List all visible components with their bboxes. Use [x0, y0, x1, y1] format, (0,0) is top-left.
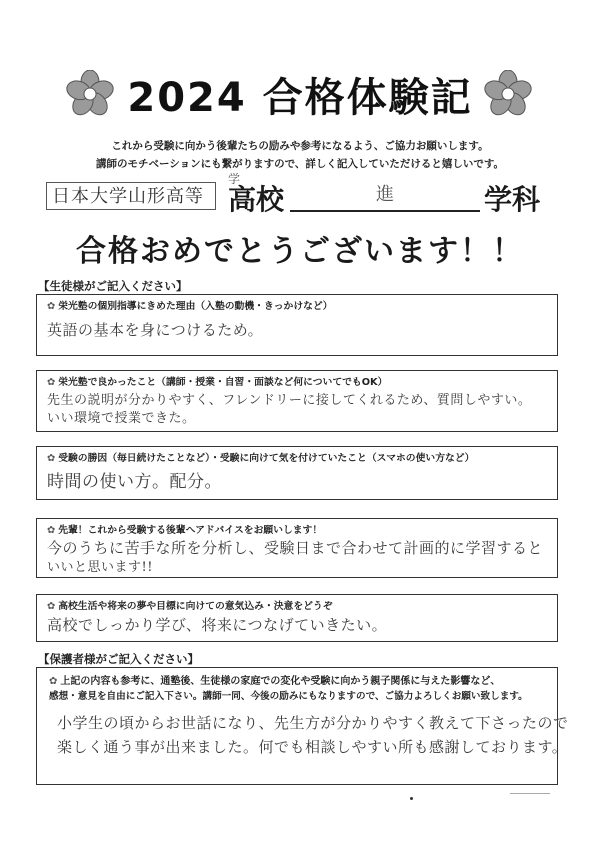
star-icon: ✿	[47, 453, 56, 464]
answer-line: 先生の説明が分かりやすく、フレンドリーに接してくれるため、質問しやすい。	[47, 393, 532, 408]
answer-line: いいと思います!!	[47, 560, 153, 575]
page-title: 2024 合格体験記	[127, 75, 473, 121]
question-text: ✿ 受験の勝因（毎日続けたことなど）・受験に向けて気を付けていたこと（スマホの使い方など）	[47, 453, 475, 464]
question-text: ✿ 栄光塾の個別指導にきめた理由（入塾の動機・きっかけなど）	[47, 301, 333, 312]
parent-comment-box	[36, 667, 569, 785]
question-text: ✿ 高校生活や将来の夢や目標に向けての意気込み・決意をどうぞ	[47, 601, 333, 612]
question-text: ✿ 上記の内容も参考に、通塾後、生徒様の家庭での変化や受験に向かう親子関係に与えた影響など、	[49, 676, 501, 687]
question-box-aspirations	[36, 594, 558, 642]
question-box-advice	[36, 518, 558, 578]
stray-stroke	[510, 793, 550, 794]
answer-line: 今のうちに苦手な所を分析し、受験日まで合わせて計画的に学習すると	[47, 539, 544, 557]
question-text: ✿ 栄光塾で良かったこと（講師・授業・自習・面談など何についてでもOK）	[47, 377, 388, 388]
answer-line: いい環境で授業できた。	[47, 411, 196, 426]
star-icon: ✿	[47, 377, 56, 388]
answer-line: 高校でしっかり学び、将来につなげていきたい。	[47, 616, 388, 634]
student-section-heading: 【生徒様がご記入ください】	[38, 279, 188, 293]
answer-line: 小学生の頃からお世話になり、先生方が分かりやすく教えて下さったので	[57, 714, 569, 732]
course-handwritten: 進	[376, 184, 394, 205]
course-underline	[290, 210, 480, 212]
stray-mark	[410, 797, 413, 800]
answer-line: 楽しく通う事が出来ました。何でも相談しやすい所も感謝しております。	[57, 738, 568, 756]
question-text-continued: 感想・意見を自由にご記入下さい。講師一同、今後の励みにもなりますので、ご協力よろしくお願い致します。	[49, 691, 528, 702]
department-label: 学科	[484, 183, 541, 216]
school-label: 高校	[228, 183, 285, 216]
question-text: ✿ 先輩！これから受験する後輩へアドバイスをお願いします！	[47, 525, 323, 536]
congratulations-heading: 合格おめでとうございます！！	[76, 234, 524, 269]
question-box-good-points	[36, 370, 558, 432]
question-box-reason	[36, 294, 558, 356]
star-icon: ✿	[49, 676, 58, 687]
answer-line: 英語の基本を身につけるため。	[47, 321, 264, 339]
star-icon: ✿	[47, 301, 56, 312]
answer-line: 時間の使い方。配分。	[47, 472, 222, 492]
parent-section-heading: 【保護者様がご記入ください】	[38, 652, 199, 666]
star-icon: ✿	[47, 525, 56, 536]
school-name-handwritten: 日本大学山形高等	[52, 186, 204, 207]
star-icon: ✿	[47, 601, 56, 612]
intro-text-line-2: 講師のモチベーションにも繋がりますので、詳しく記入していただけると嬉しいです。	[95, 158, 505, 170]
intro-text-line-1: これから受験に向かう後輩たちの励みや参考になるよう、ご協力お願いします。	[111, 140, 489, 152]
sakura-flower-icon	[484, 70, 532, 118]
school-entry-row	[46, 172, 566, 216]
question-box-success-factors	[36, 446, 558, 500]
school-name-annotation: 学	[228, 172, 241, 186]
